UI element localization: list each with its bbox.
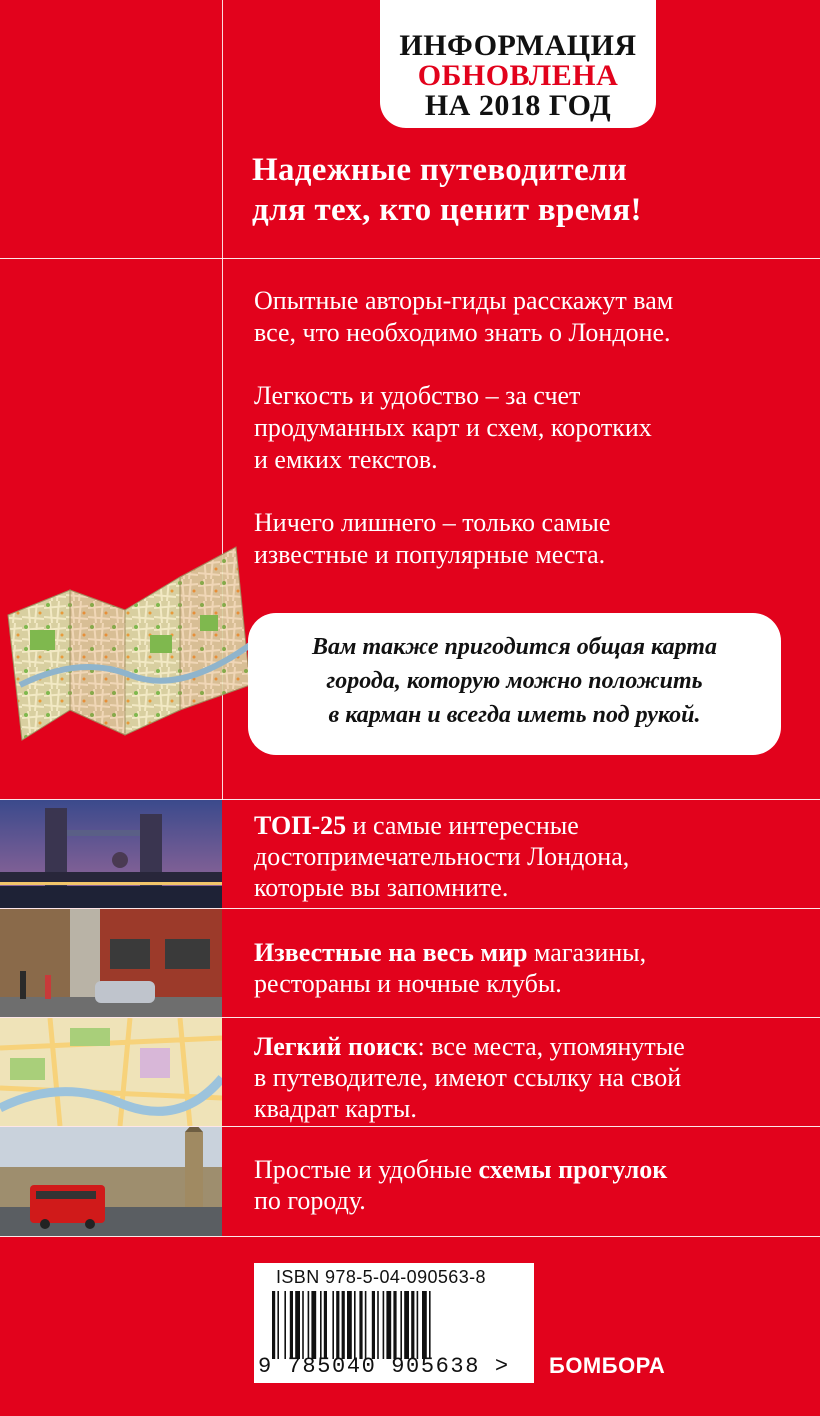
feature-shops <box>254 937 814 999</box>
barcode-bar <box>302 1291 304 1359</box>
feature-1-line-1 <box>254 810 814 841</box>
isbn-barcode <box>254 1263 534 1383</box>
paragraph-authors <box>254 285 794 349</box>
badge-line-2: ОБНОВЛЕНА <box>417 59 619 92</box>
barcode-bar <box>336 1291 339 1359</box>
isbn-digits: 9 785040 905638 > <box>258 1354 510 1379</box>
divider-1 <box>0 258 820 259</box>
para-3-line-2: известные и популярные места. <box>254 540 606 569</box>
para-2-line-2: продуманных карт и схем, коротких <box>254 413 652 442</box>
badge-line-3: НА 2018 ГОД <box>424 89 612 122</box>
paragraph-ease <box>254 380 794 476</box>
barcode-bar <box>359 1291 362 1359</box>
feature-1-rest: и самые интересные <box>346 811 579 840</box>
barcode-bar <box>295 1291 300 1359</box>
barcode-bar <box>332 1291 334 1359</box>
callout-line-3: в карман и всегда иметь под рукой. <box>328 702 701 728</box>
barcode-bar <box>311 1291 316 1359</box>
isbn-text: ISBN 978-5-04-090563-8 <box>276 1267 486 1287</box>
barcode-bar <box>272 1291 275 1359</box>
barcode-bar <box>429 1291 431 1359</box>
feature-1-line-2: достопримечательности Лондона, <box>254 842 630 871</box>
paragraph-nothing-extra <box>254 507 794 571</box>
feature-4-pre: Простые и удобные <box>254 1155 479 1184</box>
para-1-line-1: Опытные авторы-гиды расскажут вам <box>254 286 674 315</box>
barcode-bar <box>377 1291 379 1359</box>
map-fragment-image <box>0 1018 222 1126</box>
feature-4-line-2: по городу. <box>254 1186 366 1215</box>
updated-info-badge <box>380 0 656 128</box>
feature-2-rest: магазины, <box>527 938 647 967</box>
barcode-bar <box>393 1291 396 1359</box>
feature-2-line-1 <box>254 937 814 968</box>
headline-line-2: для тех, кто ценит время! <box>252 192 642 228</box>
feature-3-line-3: квадрат карты. <box>254 1094 417 1123</box>
barcode-bar <box>383 1291 385 1359</box>
folded-map-image <box>0 535 290 780</box>
feature-top25 <box>254 810 814 903</box>
barcode-bar <box>365 1291 367 1359</box>
barcode-bar <box>320 1291 322 1359</box>
headline <box>252 150 812 230</box>
feature-3-line-2: в путеводителе, имеют ссылку на свой <box>254 1063 682 1092</box>
barcode-bar <box>308 1291 310 1359</box>
barcode-bar <box>372 1291 375 1359</box>
barcode-bar <box>284 1291 286 1359</box>
publisher-logo: БОМБОРА <box>549 1353 666 1378</box>
divider-6 <box>0 1236 820 1237</box>
callout-line-1: Вам также пригодится общая карта <box>312 634 717 660</box>
barcode-bar <box>354 1291 356 1359</box>
feature-3-bold: Легкий поиск <box>254 1032 418 1061</box>
barcode-bar <box>386 1291 391 1359</box>
pocket-map-callout <box>248 613 781 755</box>
para-2-line-1: Легкость и удобство – за счет <box>254 381 581 410</box>
barcode-bar <box>324 1291 327 1359</box>
para-3-line-1: Ничего лишнего – только самые <box>254 508 611 537</box>
barcode-bar <box>290 1291 293 1359</box>
barcode-bar <box>277 1291 279 1359</box>
callout-line-2: города, которую можно положить <box>326 668 703 694</box>
westminster-bus-photo <box>0 1127 222 1236</box>
barcode-bar <box>404 1291 409 1359</box>
headline-line-1: Надежные путеводители <box>252 152 628 188</box>
barcode-bar <box>417 1291 419 1359</box>
feature-3-rest: : все места, упомянутые <box>417 1032 685 1061</box>
feature-4-bold: схемы прогулок <box>478 1155 668 1184</box>
feature-walks <box>254 1154 814 1216</box>
tower-bridge-photo <box>0 800 222 908</box>
london-street-photo <box>0 909 222 1017</box>
feature-3-line-1 <box>254 1031 814 1062</box>
feature-2-bold: Известные на весь мир <box>254 938 528 967</box>
feature-1-line-3: которые вы запомните. <box>254 873 509 902</box>
barcode-bar <box>411 1291 414 1359</box>
barcode-bar <box>347 1291 352 1359</box>
feature-1-bold: ТОП-25 <box>254 811 347 840</box>
barcode-bars <box>272 1291 522 1359</box>
barcode-bar <box>342 1291 345 1359</box>
para-2-line-3: и емких текстов. <box>254 445 438 474</box>
para-1-line-2: все, что необходимо знать о Лондоне. <box>254 318 671 347</box>
feature-2-line-2: рестораны и ночные клубы. <box>254 969 562 998</box>
badge-line-1: ИНФОРМАЦИЯ <box>399 29 637 62</box>
feature-4-line-1 <box>254 1154 814 1185</box>
barcode-bar <box>422 1291 427 1359</box>
feature-search <box>254 1031 814 1124</box>
barcode-bar <box>400 1291 402 1359</box>
